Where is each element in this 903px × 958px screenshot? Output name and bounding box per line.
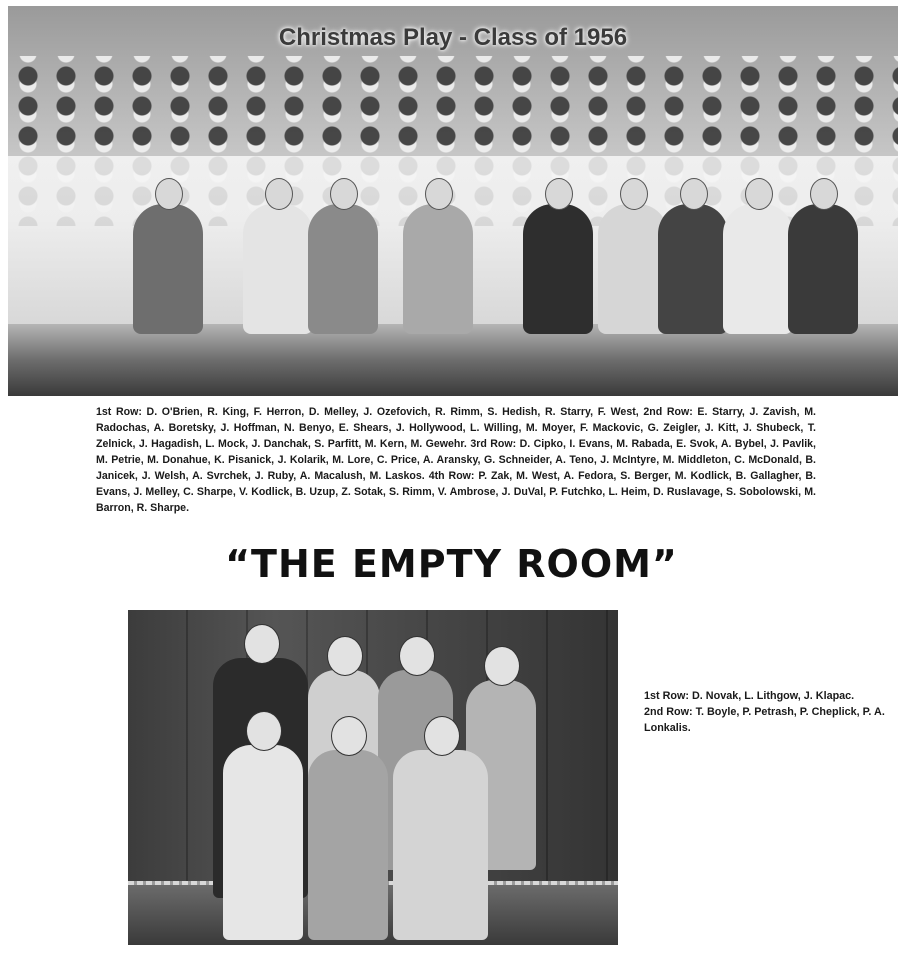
row-label: 2nd Row:	[644, 706, 693, 718]
cast-figure	[308, 750, 388, 940]
actor-figure	[308, 204, 378, 334]
empty-room-photo	[128, 610, 618, 945]
row-label: 4th Row:	[428, 470, 475, 482]
row-names: D. Cipko, I. Evans, M. Rabada, E. Svok, A. Bybel, J. Pavlik, M. Petrie, M. Donahue, K. Pisanick, J. Kolarik, M. Lore, C. Price, A. Aransky, G. Schneider, A. Teno, J. McIntyre, M. Middleton, C. McDonald, B. Janicek, J. Welsh, A. Svrchek, J. Ruby, A. Macalush, M. Laskos.	[96, 438, 816, 482]
row-names: T. Boyle, P. Petrash, P. Cheplick, P. A. Lonkalis.	[644, 706, 885, 734]
actor-figure	[723, 204, 793, 334]
christmas-play-photo	[8, 6, 898, 396]
row-names: D. O'Brien, R. King, F. Herron, D. Melley, J. Ozefovich, R. Rimm, S. Hedish, R. Starry, F. West,	[146, 406, 639, 418]
row-names: P. Zak, M. West, A. Fedora, S. Berger, M. Kodlick, B. Gallagher, B. Evans, J. Melley, C. Sharpe, V. Kodlick, B. Uzup, Z. Sotak, S. Rimm, V. Ambrose, J. DuVal, P. Futchko, L. Heim, D. Ruslavage, S. Sobolowski, M. Barron, R. Sharpe.	[96, 470, 816, 514]
actor-figure	[788, 204, 858, 334]
actor-figure	[243, 204, 313, 334]
stage-floor	[8, 324, 898, 396]
cast-figure	[223, 745, 303, 940]
row-label: 1st Row:	[96, 406, 142, 418]
empty-room-caption	[644, 688, 894, 736]
actor-figure	[523, 204, 593, 334]
christmas-play-caption	[96, 404, 816, 516]
row-names: E. Starry, J. Zavish, M. Radochas, A. Boretsky, J. Hoffman, N. Benyo, E. Shears, J. Hollywood, L. Willing, M. Moyer, F. Mackovic, G. Zeigler, J. Kitt, J. Shubeck, T. Zelnick, J. Hagadish, L. Mock, J. Danchak, S. Parfitt, M. Kern, M. Gewehr.	[96, 406, 816, 450]
actor-figure	[658, 204, 728, 334]
row-label: 3rd Row:	[470, 438, 517, 450]
photo-title: Christmas Play - Class of 1956	[278, 24, 628, 51]
row-label: 1st Row:	[644, 690, 689, 702]
section-heading: “THE EMPTY ROOM”	[225, 542, 678, 586]
actor-figure	[403, 204, 473, 334]
row-label: 2nd Row:	[643, 406, 693, 418]
cast-figure	[393, 750, 488, 940]
row-names: D. Novak, L. Lithgow, J. Klapac.	[692, 690, 855, 702]
actor-figure	[133, 204, 203, 334]
